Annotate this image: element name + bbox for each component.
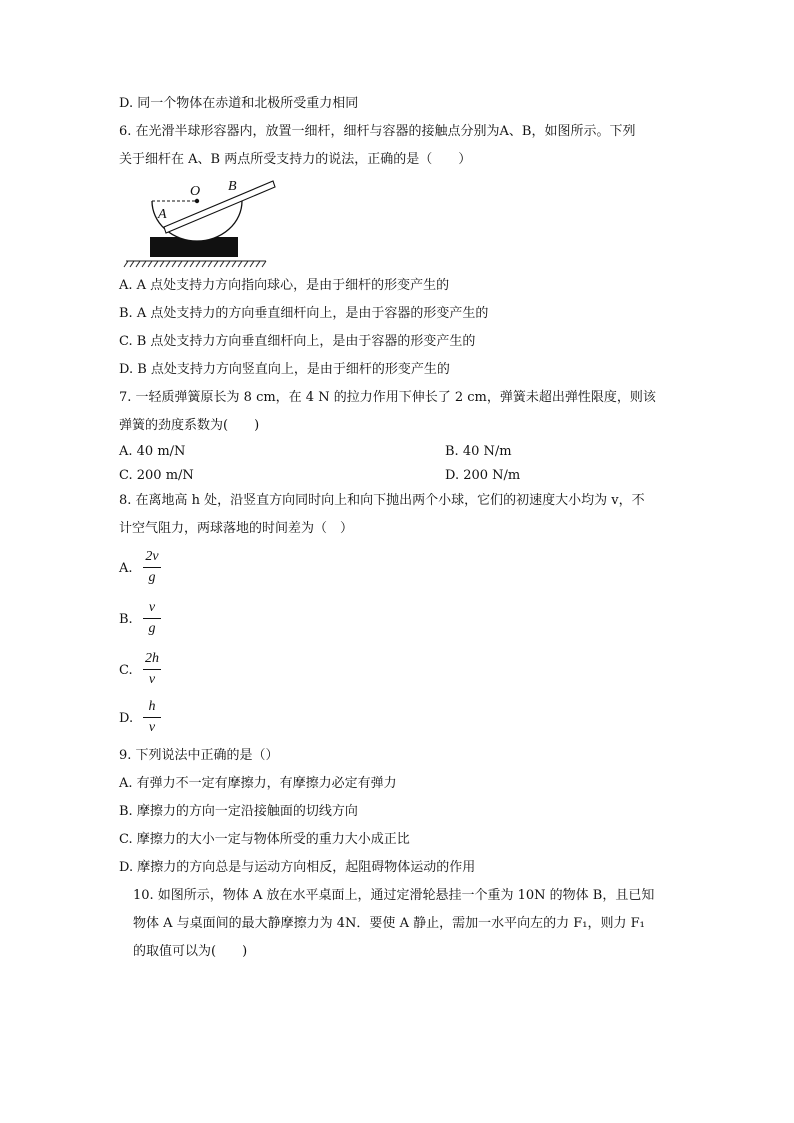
fraction-denominator: v	[148, 672, 156, 687]
q10-stem-line-1: 10. 如图所示，物体 A 放在水平桌面上，通过定滑轮悬挂一个重为 10N 的物体 B，且已知	[133, 888, 655, 903]
q9-stem: 9. 下列说法中正确的是（）	[119, 748, 279, 763]
q6-option-a: A. A 点处支持力方向指向球心，是由于细杆的形变产生的	[119, 278, 450, 293]
q6-option-b: B. A 点处支持力的方向垂直细杆向上，是由于容器的形变产生的	[119, 306, 489, 321]
q6-option-d: D. B 点处支持力方向竖直向上，是由于细杆的形变产生的	[119, 362, 450, 377]
q8-option-c-fraction	[143, 651, 161, 688]
q10-stem-line-3: 的取值可以为( )	[133, 944, 248, 959]
q8-option-a-label: A.	[119, 561, 133, 576]
q8-stem-line-2: 计空气阻力，两球落地的时间差为（ ）	[119, 521, 354, 536]
q8-option-c-label: C.	[119, 663, 133, 678]
fraction-numerator: h	[143, 699, 161, 718]
fraction-denominator: g	[148, 570, 156, 585]
q6-stem-text: 6. 在光滑半球形容器内，放置一细杆，细杆与容器的接触点分别为	[119, 124, 500, 139]
q9-option-d: D. 摩擦力的方向总是与运动方向相反，起阻碍物体运动的作用	[119, 860, 476, 875]
ground-hatching	[124, 261, 266, 267]
q8-option-a-fraction	[143, 549, 161, 586]
q6-option-c: C. B 点处支持力方向垂直细杆向上，是由于容器的形变产生的	[119, 334, 476, 349]
q7-option-a: A. 40 m/N	[119, 444, 186, 459]
q7-stem-line-2: 弹簧的劲度系数为( )	[119, 418, 260, 433]
fraction-denominator: g	[148, 621, 156, 636]
q8-option-b-label: B.	[119, 612, 133, 627]
label-b: B	[228, 179, 237, 194]
q8-option-d-label: D.	[119, 711, 134, 726]
q9-option-b: B. 摩擦力的方向一定沿接触面的切线方向	[119, 804, 358, 819]
q6-stem-line-2: 关于细杆在 A、B 两点所受支持力的说法，正确的是（ ）	[119, 152, 472, 167]
q7-option-c: C. 200 m/N	[119, 468, 194, 483]
fraction-denominator: v	[148, 720, 156, 735]
q7-option-b: B. 40 N/m	[445, 444, 512, 459]
label-o: O	[190, 184, 201, 199]
q7-option-d: D. 200 N/m	[445, 468, 521, 483]
q6-stem-line-1	[119, 123, 636, 141]
q10-stem-line-2: 物体 A 与桌面间的最大静摩擦力为 4N．要使 A 静止，需加一水平向左的力 F₁，则力 F₁	[133, 916, 645, 931]
q5-option-d: D. 同一个物体在赤道和北极所受重力相同	[119, 96, 359, 111]
q9-option-a: A. 有弹力不一定有摩擦力，有摩擦力必定有弹力	[119, 776, 397, 791]
label-a: A	[158, 207, 167, 222]
fraction-numerator: 2v	[143, 549, 161, 568]
center-point-o	[195, 199, 199, 203]
q8-option-d-fraction	[143, 699, 161, 736]
q8-option-b-fraction	[143, 600, 161, 637]
q8-stem-line-1: 8. 在离地高 h 处，沿竖直方向同时向上和向下抛出两个小球，它们的初速度大小均为 v，不	[119, 493, 645, 508]
q9-option-c: C. 摩擦力的大小一定与物体所受的重力大小成正比	[119, 832, 410, 847]
fraction-numerator: 2h	[143, 651, 161, 670]
q7-stem-line-1: 7. 一轻质弹簧原长为 8 cm，在 4 N 的拉力作用下伸长了 2 cm，弹簧未超出弹性限度，则该	[119, 390, 656, 405]
q6-figure-hemisphere-rod	[118, 175, 288, 270]
q6-stem-vars: A、B，如图所示。下列	[499, 124, 636, 139]
fraction-numerator: v	[143, 600, 161, 619]
